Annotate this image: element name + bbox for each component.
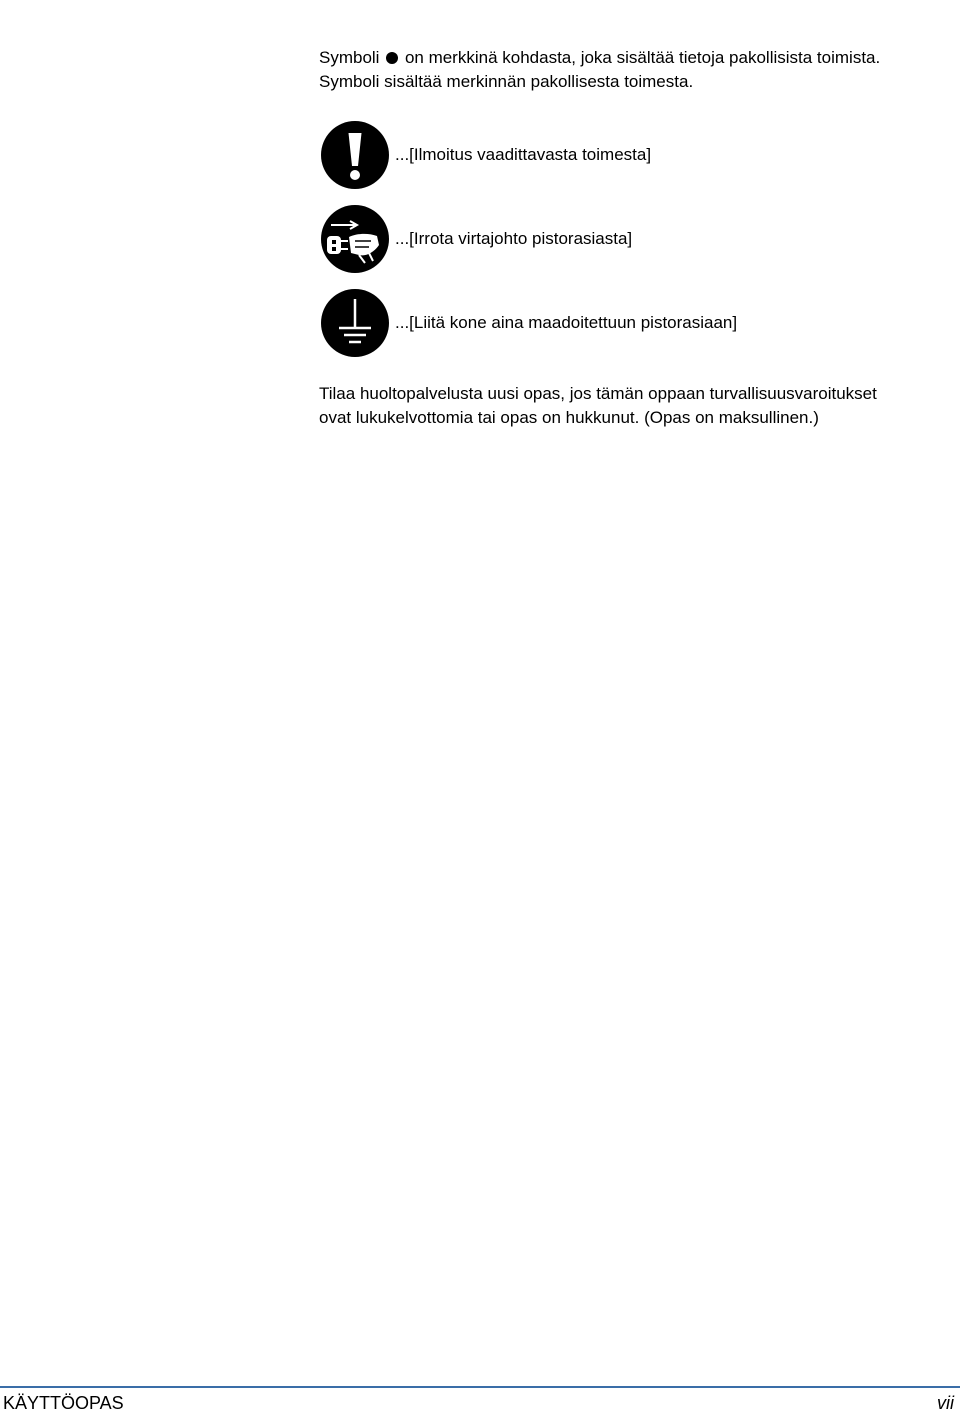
note-line-1: Tilaa huoltopalvelusta uusi opas, jos tämän oppaan turvallisuusvaroitukset: [319, 384, 877, 403]
intro-line-1-end: on merkkinä kohdasta, joka sisältää tietoja pakollisista toimista.: [404, 48, 881, 67]
unplug-icon: [319, 203, 391, 275]
replacement-note: [319, 382, 955, 430]
intro-paragraph: [319, 46, 949, 94]
intro-line-1-start: Symboli: [319, 48, 380, 67]
intro-line-1: [319, 46, 949, 70]
symbol-label-mandatory: ...[Ilmoitus vaadittavasta toimesta]: [395, 145, 652, 164]
page-number: vii: [937, 1393, 954, 1413]
symbol-label-unplug: ...[Irrota virtajohto pistorasiasta]: [395, 229, 633, 248]
filled-circle-icon: [386, 52, 398, 64]
symbol-row-mandatory: [319, 119, 651, 191]
symbol-label-ground: ...[Liitä kone aina maadoitettuun pistorasiaan]: [395, 313, 738, 332]
symbol-row-ground: [319, 287, 737, 359]
symbol-row-unplug: [319, 203, 632, 275]
note-line-2: ovat lukukelvottomia tai opas on hukkunut. (Opas on maksullinen.): [319, 408, 819, 427]
footer-divider: [0, 1386, 960, 1388]
ground-icon: [319, 287, 391, 359]
exclamation-icon: [319, 119, 391, 191]
footer-title: KÄYTTÖOPAS: [3, 1393, 124, 1413]
intro-line-2: Symboli sisältää merkinnän pakollisesta toimesta.: [319, 72, 694, 91]
